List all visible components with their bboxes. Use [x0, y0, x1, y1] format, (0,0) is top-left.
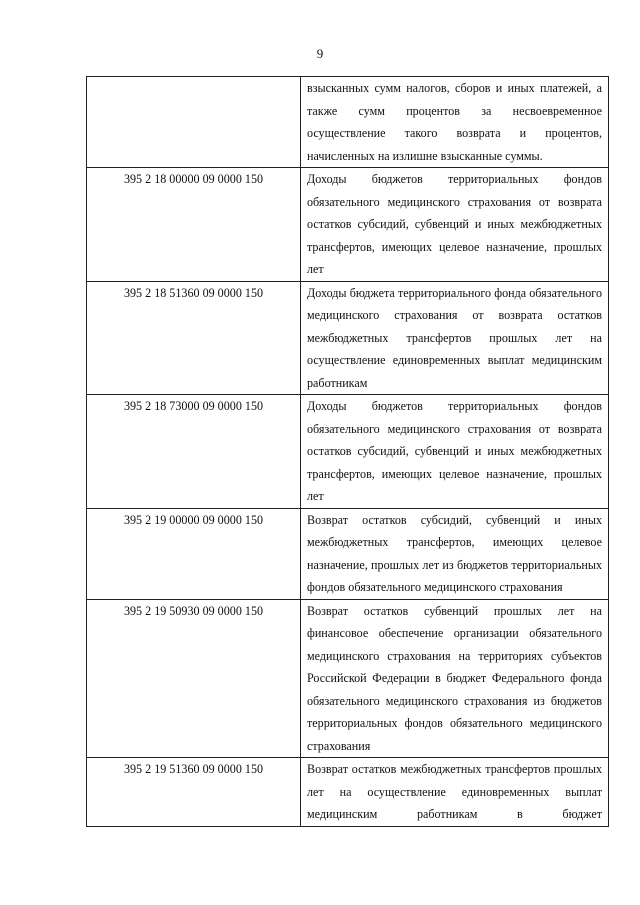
description-cell: Возврат остатков субсидий, субвенций и иных межбюджетных трансфертов, имеющих целевое назначение, прошлых лет из бюджетов территориальных фондов обязательного медицинского страхования: [301, 508, 609, 599]
budget-code-cell: 395 2 19 51360 09 0000 150: [87, 758, 301, 827]
description-cell: Доходы бюджетов территориальных фондов обязательного медицинского страхования от возврата остатков субсидий, субвенций и иных межбюджетных трансфертов, имеющих целевое назначение, прошлых лет: [301, 395, 609, 509]
table-row: [87, 758, 609, 827]
description-cell: Возврат остатков межбюджетных трансфертов прошлых лет на осуществление единовременных выплат медицинским работникам в бюджет: [301, 758, 609, 827]
budget-classification-table: [86, 76, 609, 827]
page-number: 9: [316, 46, 324, 61]
budget-code-cell: [87, 77, 301, 168]
table-row: [87, 77, 609, 168]
table-row: [87, 281, 609, 395]
table-row: [87, 508, 609, 599]
table-row: [87, 168, 609, 282]
description-cell: Возврат остатков субвенций прошлых лет на финансовое обеспечение организации обязательного медицинского страхования на территориях субъектов Российской Федерации в бюджет Федерального фонда обязательного медицинского страхования из бюджетов территориальных фондов обязательного медицинского страхования: [301, 599, 609, 758]
budget-code-cell: 395 2 19 50930 09 0000 150: [87, 599, 301, 758]
budget-code-cell: 395 2 18 73000 09 0000 150: [87, 395, 301, 509]
budget-code-cell: 395 2 19 00000 09 0000 150: [87, 508, 301, 599]
table-row: [87, 599, 609, 758]
description-cell: взысканных сумм налогов, сборов и иных платежей, а также сумм процентов за несвоевременное осуществление такого возврата и процентов, начисленных на излишне взысканные суммы.: [301, 77, 609, 168]
table-row: [87, 395, 609, 509]
budget-code-cell: 395 2 18 00000 09 0000 150: [87, 168, 301, 282]
budget-code-cell: 395 2 18 51360 09 0000 150: [87, 281, 301, 395]
description-cell: Доходы бюджета территориального фонда обязательного медицинского страхования от возврата остатков межбюджетных трансфертов прошлых лет на осуществление единовременных выплат медицинским работникам: [301, 281, 609, 395]
description-cell: Доходы бюджетов территориальных фондов обязательного медицинского страхования от возврата остатков субсидий, субвенций и иных межбюджетных трансфертов, имеющих целевое назначение, прошлых лет: [301, 168, 609, 282]
